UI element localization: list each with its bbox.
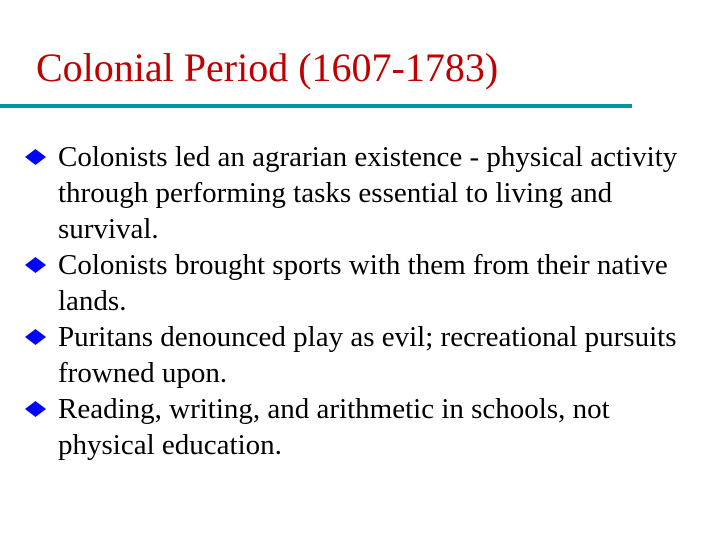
bullet-text: Puritans denounced play as evil; recreational pursuits frowned upon. [58,321,677,389]
diamond-bullet-icon [24,148,47,166]
bullet-text: Reading, writing, and arithmetic in schools, not physical education. [58,393,610,461]
slide-title: Colonial Period (1607-1783) [36,45,499,90]
diamond-bullet-icon [24,400,47,418]
diamond-bullet-icon [24,256,47,274]
bullet-item [24,247,704,319]
title-divider [0,104,632,108]
bullet-item [24,391,704,463]
bullet-list [24,139,704,463]
bullet-item [24,139,704,247]
bullet-text: Colonists brought sports with them from their native lands. [58,249,668,317]
bullet-text: Colonists led an agrarian existence - physical activity through performing tasks essential to living and survival. [58,141,678,245]
bullet-item [24,319,704,391]
diamond-bullet-icon [24,328,47,346]
